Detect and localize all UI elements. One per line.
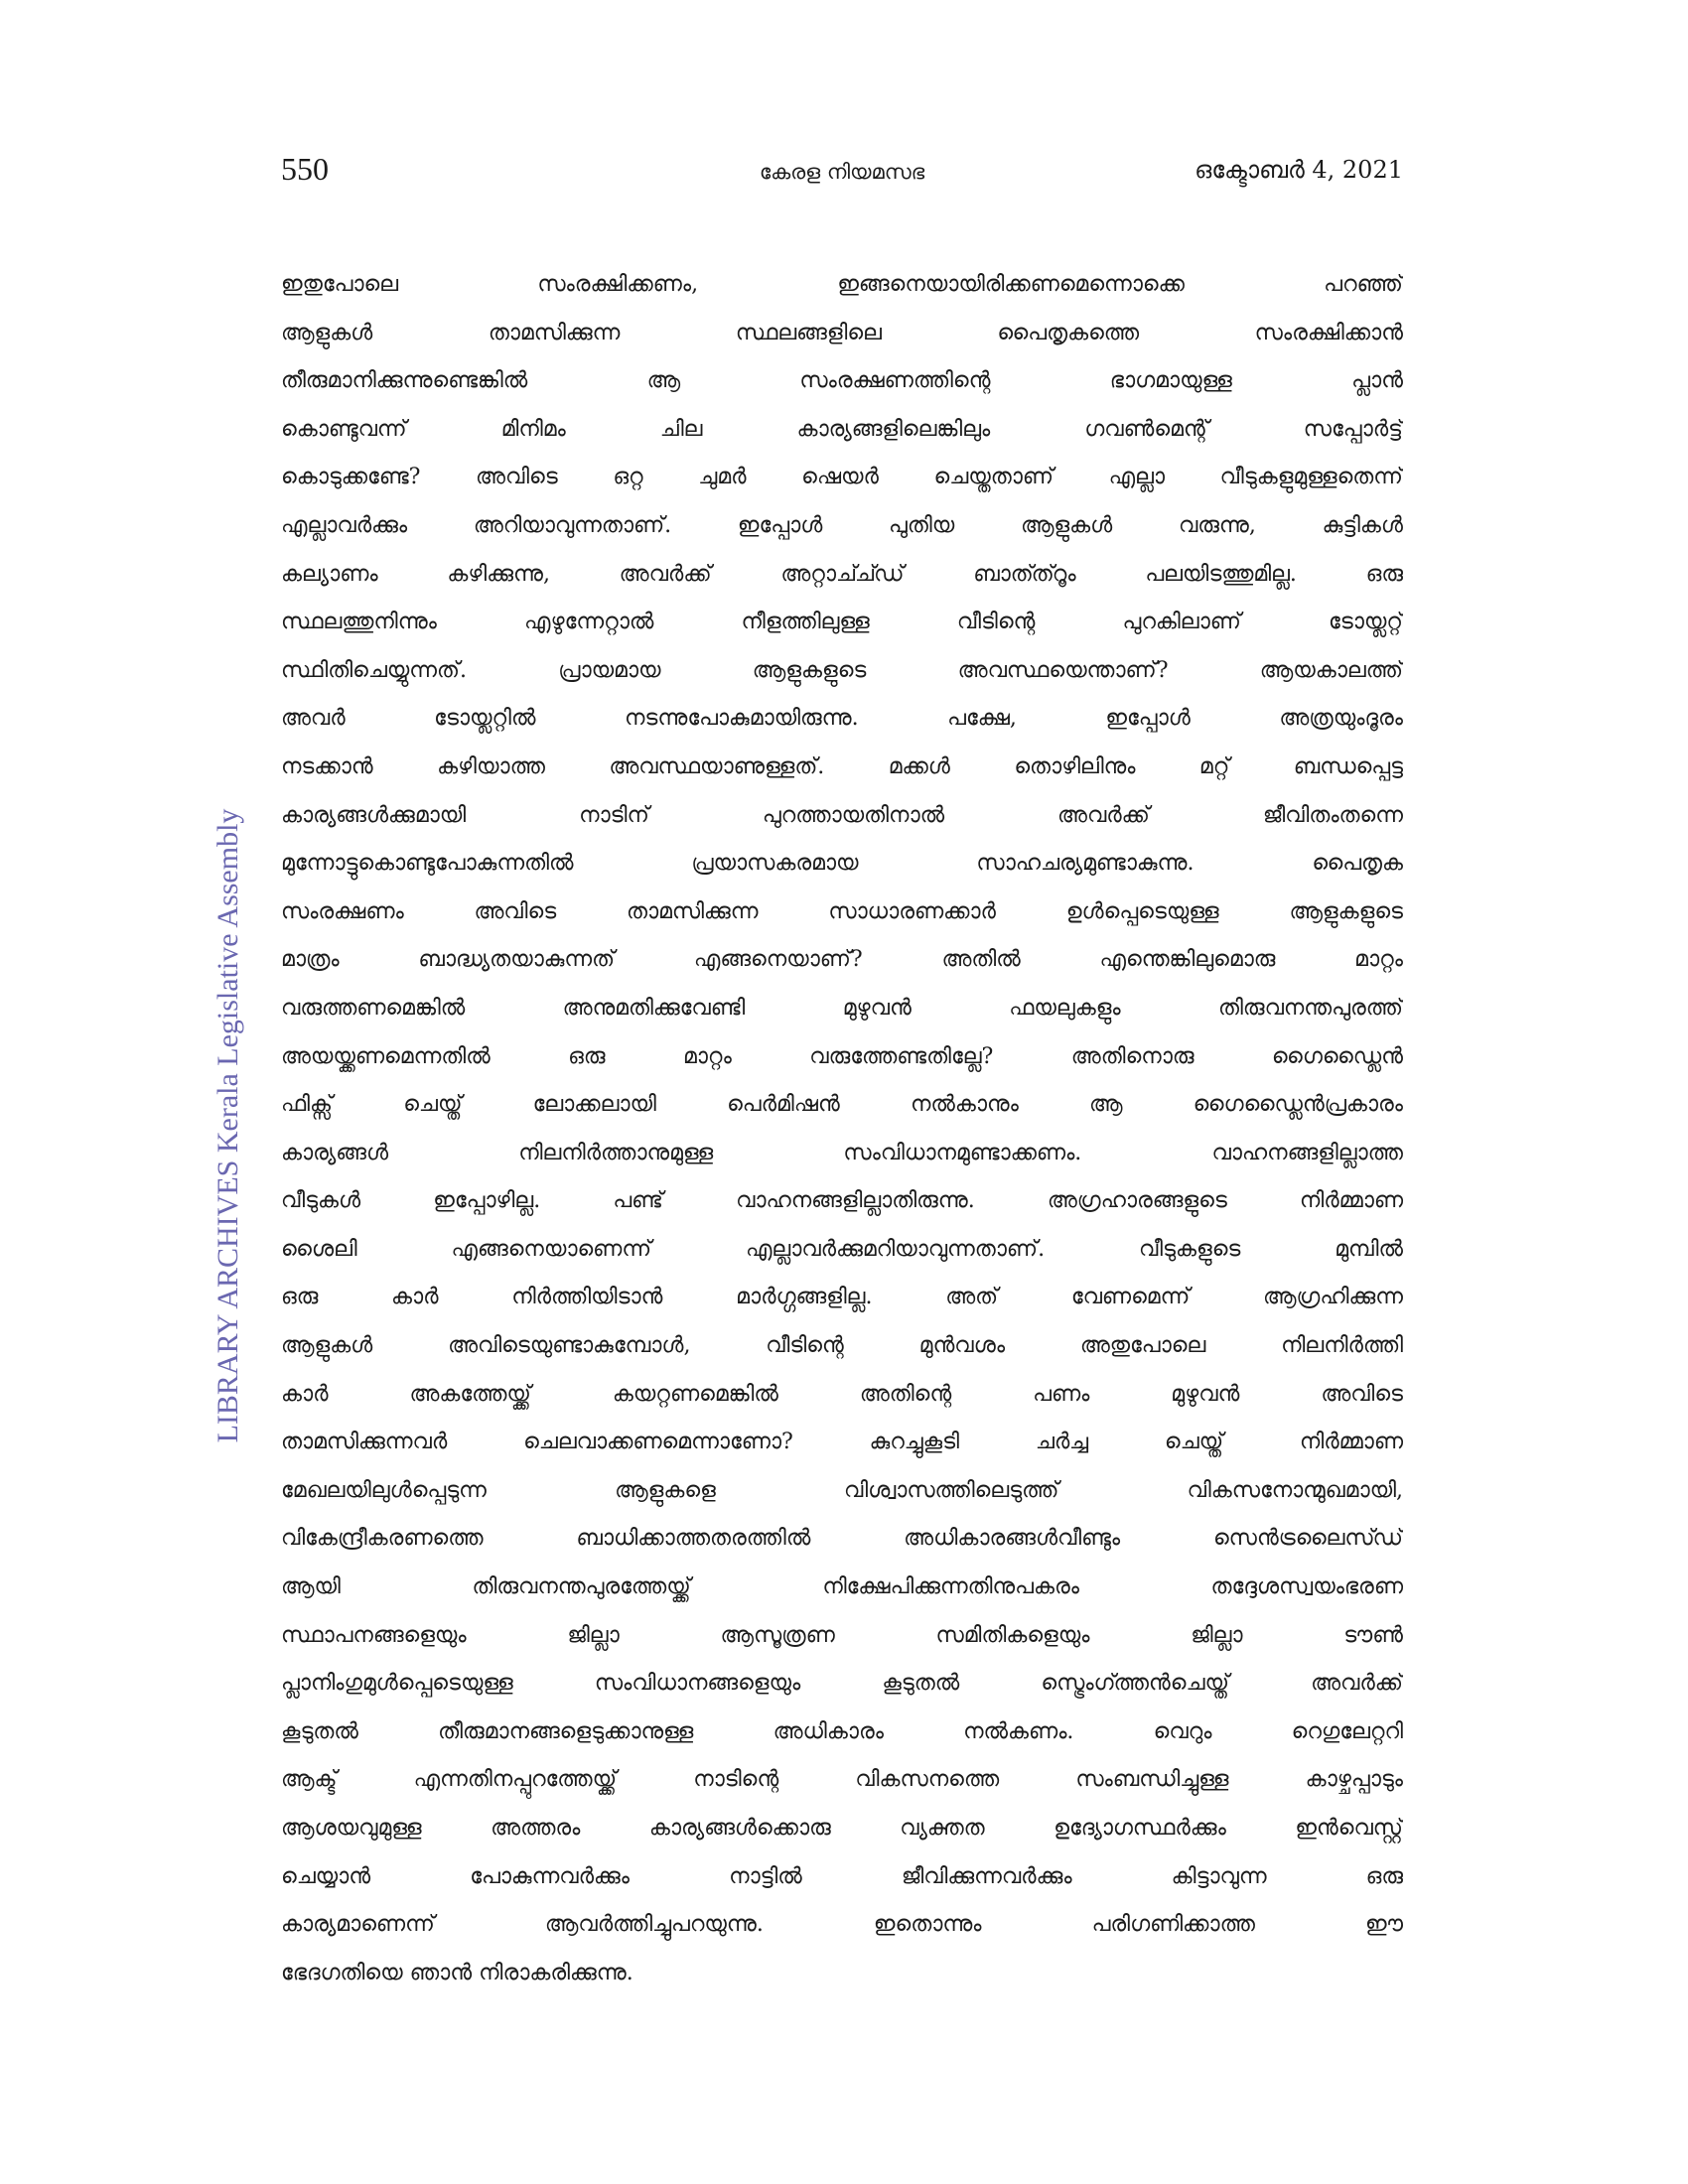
text-line: വികേന്ദ്രീകരണത്തെ ബാധിക്കാത്തതരത്തിൽ അധികാരങ്ങൾവീണ്ടും സെൻട്രലൈസ്ഡ് [281,1526,1403,1552]
body-text [281,261,1403,1997]
page-header [281,149,1403,199]
text-line: പ്ലാനിംഗുമുൾപ്പെടെയുള്ള സംവിധാനങ്ങളെയും കൂടുതൽ സ്ട്രെംഗ്ത്തൻചെയ്ത് അവർക്ക് [281,1671,1403,1697]
text-line: കൂടുതൽ തീരുമാനങ്ങളെടുക്കാനുള്ള അധികാരം നൽകണം. വെറും റെഗുലേറ്ററി [281,1718,1403,1744]
text-line: ഇതുപോലെ സംരക്ഷിക്കണം, ഇങ്ങനെയായിരിക്കണമെന്നൊക്കെ പറഞ്ഞ് [281,272,1403,297]
text-line: കാര്യങ്ങൾക്കുമായി നാടിന് പുറത്തായതിനാൽ അവർക്ക് ജീവിതംതന്നെ [281,802,1403,828]
text-line-last: ഭേദഗതിയെ ഞാൻ നിരാകരിക്കുന്നു. [281,1960,633,1985]
text-line: കാര്യങ്ങൾ നിലനിർത്താനുമുള്ള സംവിധാനമുണ്ടാക്കണം. വാഹനങ്ങളില്ലാത്ത [281,1140,1403,1165]
text-line: ആയി തിരുവനന്തപുരത്തേയ്ക്ക് നിക്ഷേപിക്കുന്നതിനുപകരം തദ്ദേശസ്വയംഭരണ [281,1574,1403,1600]
text-line: മാത്രം ബാദ്ധ്യതയാകുന്നത് എങ്ങനെയാണ്? അതിൽ എന്തെങ്കിലുമൊരു മാറ്റം [281,947,1403,973]
text-line: താമസിക്കുന്നവർ ചെലവാക്കണമെന്നാണോ? കുറച്ചുകൂടി ചർച്ച ചെയ്ത് നിർമ്മാണ [281,1430,1403,1455]
text-line: ചെയ്യാൻ പോകുന്നവർക്കും നാട്ടിൽ ജീവിക്കുന്നവർക്കും കിട്ടാവുന്ന ഒരു [281,1863,1403,1889]
text-line: കല്യാണം കഴിക്കുന്നു, അവർക്ക് അറ്റാച്ച്ഡ് ബാത്ത്റൂം പലയിടത്തുമില്ല. ഒരു [281,561,1403,587]
running-title: കേരള നിയമസഭ [759,160,925,184]
text-line: വരുത്തണമെങ്കിൽ അനുമതിക്കുവേണ്ടി മുഴുവൻ ഫയലുകളും തിരുവനന്തപുരത്ത് [281,995,1403,1021]
text-line: സ്ഥിതിചെയ്യുന്നത്. പ്രായമായ ആളുകളുടെ അവസ്ഥയെന്താണ്? ആയകാലത്ത് [281,657,1403,683]
text-line: സ്ഥാപനങ്ങളെയും ജില്ലാ ആസൂത്രണ സമിതികളെയും ജില്ലാ ടൗൺ [281,1622,1403,1648]
text-line: എല്ലാവർക്കും അറിയാവുന്നതാണ്. ഇപ്പോൾ പുതിയ ആളുകൾ വരുന്നു, കുട്ടികൾ [281,512,1403,538]
text-line: സ്ഥലത്തുനിന്നും എഴുന്നേറ്റാൽ നീളത്തിലുള്ള വീടിന്റെ പുറകിലാണ് ടോയ്ലറ്റ് [281,610,1403,635]
text-line: കൊടുക്കണ്ടേ? അവിടെ ഒറ്റ ചുമർ ഷെയർ ചെയ്തതാണ് എല്ലാ വീടുകളുമുള്ളതെന്ന് [281,465,1403,490]
text-line: ഒരു കാർ നിർത്തിയിടാൻ മാർഗ്ഗങ്ങളില്ല. അത് വേണമെന്ന് ആഗ്രഹിക്കുന്ന [281,1285,1403,1310]
text-line: ആശയവുമുള്ള അത്തരം കാര്യങ്ങൾക്കൊരു വ്യക്തത ഉദ്യോഗസ്ഥർക്കും ഇൻവെസ്റ്റ് [281,1816,1403,1841]
text-line: അവർ ടോയ്ലറ്റിൽ നടന്നുപോകുമായിരുന്നു. പക്ഷേ, ഇപ്പോൾ അത്രയുംദൂരം [281,706,1403,732]
text-line: ആളുകൾ അവിടെയുണ്ടാകുമ്പോൾ, വീടിന്റെ മുൻവശം അതുപോലെ നിലനിർത്തി [281,1333,1403,1359]
text-line: ആളുകൾ താമസിക്കുന്ന സ്ഥലങ്ങളിലെ പൈതൃകത്തെ സംരക്ഷിക്കാൻ [281,320,1403,345]
text-line: കൊണ്ടുവന്ന് മിനിമം ചില കാര്യങ്ങളിലെങ്കിലും ഗവൺമെന്റ് സപ്പോർട്ട് [281,416,1403,442]
text-line: കാർ അകത്തേയ്ക്ക് കയറ്റണമെങ്കിൽ അതിന്റെ പണം മുഴുവൻ അവിടെ [281,1381,1403,1407]
text-line: തീരുമാനിക്കുന്നുണ്ടെങ്കിൽ ആ സംരക്ഷണത്തിന്റെ ഭാഗമായുള്ള പ്ലാൻ [281,368,1403,394]
header-date: ഒക്ടോബർ 4, 2021 [1195,156,1403,184]
text-line: ശൈലി എങ്ങനെയാണെന്ന് എല്ലാവർക്കുമറിയാവുന്നതാണ്. വീടുകളുടെ മുമ്പിൽ [281,1236,1403,1262]
text-line: അയയ്ക്കണമെന്നതിൽ ഒരു മാറ്റം വരുത്തേണ്ടതില്ലേ? അതിനൊരു ഗൈഡ്ലൈൻ [281,1043,1403,1069]
text-line: മുന്നോട്ടുകൊണ്ടുപോകുന്നതിൽ പ്രയാസകരമായ സാഹചര്യമുണ്ടാകുന്നു. പൈതൃക [281,851,1403,877]
text-line: ഫിക്സ് ചെയ്ത് ലോക്കലായി പെർമിഷൻ നൽകാനും ആ ഗൈഡ്ലൈൻപ്രകാരം [281,1092,1403,1118]
text-line: മേഖലയിലുൾപ്പെടുന്ന ആളുകളെ വിശ്വാസത്തിലെടുത്ത് വികസനോന്മുഖമായി, [281,1477,1403,1503]
text-line: കാര്യമാണെന്ന് ആവർത്തിച്ചുപറയുന്നു. ഇതൊന്നും പരിഗണിക്കാത്ത ഈ [281,1912,1403,1938]
library-archives-watermark: LIBRARY ARCHIVES Kerala Legislative Assembly [211,808,244,1443]
text-line: വീടുകൾ ഇപ്പോഴില്ല. പണ്ട് വാഹനങ്ങളില്ലാതിരുന്നു. അഗ്രഹാരങ്ങളുടെ നിർമ്മാണ [281,1188,1403,1214]
text-line: നടക്കാൻ കഴിയാത്ത അവസ്ഥയാണുള്ളത്. മക്കൾ തൊഴിലിനും മറ്റ് ബന്ധപ്പെട്ട [281,753,1403,779]
page-number: 550 [281,151,329,187]
text-line: ആക്ട് എന്നതിനപ്പുറത്തേയ്ക്ക് നാടിന്റെ വികസനത്തെ സംബന്ധിച്ചുള്ള കാഴ്ചപ്പാടും [281,1767,1403,1793]
text-line: സംരക്ഷണം അവിടെ താമസിക്കുന്ന സാധാരണക്കാർ ഉൾപ്പെടെയുള്ള ആളുകളുടെ [281,898,1403,924]
